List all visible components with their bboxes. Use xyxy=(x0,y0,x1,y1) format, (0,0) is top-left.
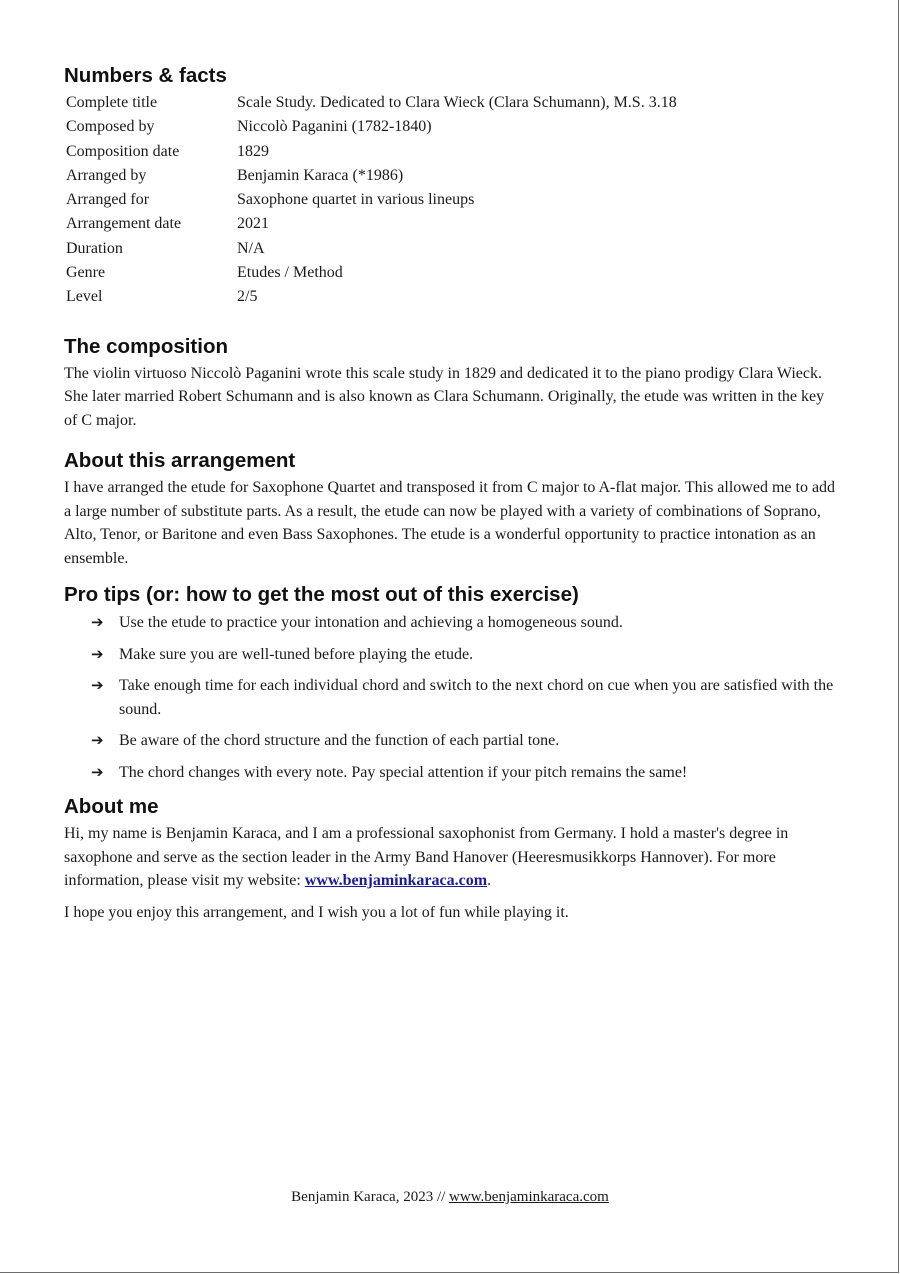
tip-item xyxy=(64,643,839,667)
fact-value: N/A xyxy=(237,239,265,257)
fact-key: Complete title xyxy=(66,94,158,111)
fact-value: 2021 xyxy=(237,215,269,233)
fact-key: Genre xyxy=(66,264,106,282)
fact-row xyxy=(66,212,677,236)
arrow-right-icon: ➔ xyxy=(91,644,104,663)
footer-text: Benjamin Karaca, 2023 // xyxy=(291,1189,450,1205)
fact-row xyxy=(66,115,677,139)
fact-key: Composed by xyxy=(66,118,155,136)
tips-list xyxy=(64,611,839,784)
about-heading: About me xyxy=(64,795,159,819)
fact-value: Benjamin Karaca (*1986) xyxy=(237,166,404,184)
arrangement-heading: About this arrangement xyxy=(64,449,296,473)
fact-key: Arranged for xyxy=(66,191,150,209)
tip-item xyxy=(64,729,839,753)
arrow-right-icon: ➔ xyxy=(91,762,104,781)
fact-row xyxy=(66,164,677,188)
tip-text: Take enough time for each individual chord and switch to the next chord on cue when you are satisfied with the sound. xyxy=(119,677,834,718)
tip-item xyxy=(64,611,839,635)
fact-key: Arrangement date xyxy=(66,215,182,233)
arrangement-text: I have arranged the etude for Saxophone Quartet and transposed it from C major to A-flat major. This allowed me to add a large number of substitute parts. As a result, the etude can now be played with a variety of combinations of Soprano, Alto, Tenor, or Baritone and even Bass Saxophones. The etude is a wonderful opportunity to practice intonation as an ensemble. xyxy=(64,479,836,567)
page-footer xyxy=(0,1187,900,1207)
tip-item xyxy=(64,761,839,785)
fact-row xyxy=(66,237,677,261)
facts-table xyxy=(66,91,677,310)
page-content xyxy=(64,61,839,924)
fact-key: Level xyxy=(66,288,103,306)
fact-value: 2/5 xyxy=(237,288,258,306)
about-text xyxy=(64,822,839,893)
tip-text: Use the etude to practice your intonation and achieving a homogeneous sound. xyxy=(119,614,623,632)
fact-value: Saxophone quartet in various lineups xyxy=(237,191,475,209)
fact-value: Scale Study. Dedicated to Clara Wieck (Clara Schumann), M.S. 3.18 xyxy=(237,94,677,111)
fact-key: Composition date xyxy=(66,142,180,160)
fact-value: 1829 xyxy=(237,142,269,160)
fact-row xyxy=(66,140,677,164)
tips-heading: Pro tips (or: how to get the most out of this exercise) xyxy=(64,583,579,607)
fact-key: Duration xyxy=(66,239,123,257)
facts-heading: Numbers & facts xyxy=(64,64,227,87)
fact-value: Niccolò Paganini (1782-1840) xyxy=(237,118,432,136)
fact-value: Etudes / Method xyxy=(237,264,343,282)
closing-text: I hope you enjoy this arrangement, and I wish you a lot of fun while playing it. xyxy=(64,903,569,921)
arrow-right-icon: ➔ xyxy=(91,731,104,750)
tip-text: Make sure you are well-tuned before playing the etude. xyxy=(119,645,474,663)
composition-text: The violin virtuoso Niccolò Paganini wrote this scale study in 1829 and dedicated it to the piano prodigy Clara Wieck. She later married Robert Schumann and is also known as Clara Schumann. Originally, the etude was written in the key of C major. xyxy=(64,364,825,429)
footer-website-link[interactable]: www.benjaminkaraca.com xyxy=(449,1189,609,1205)
tip-text: Be aware of the chord structure and the function of each partial tone. xyxy=(119,732,560,750)
fact-key: Arranged by xyxy=(66,166,147,184)
arrow-right-icon: ➔ xyxy=(91,613,104,632)
fact-row xyxy=(66,188,677,212)
about-text-intro: Hi, my name is Benjamin Karaca, and I am a professional saxophonist from Germany. I hold a master's degree in saxophone and serve as the section leader in the Army Band Hanover (Heeresmusikkorps Hannover). For more information, please visit my website: xyxy=(64,825,789,890)
tip-text: The chord changes with every note. Pay special attention if your pitch remains the same! xyxy=(119,763,688,781)
about-text-end: . xyxy=(487,872,492,890)
composition-heading: The composition xyxy=(64,334,228,358)
arrow-right-icon: ➔ xyxy=(91,676,104,695)
fact-row xyxy=(66,91,677,115)
website-link[interactable]: www.benjaminkaraca.com xyxy=(304,872,488,890)
fact-row xyxy=(66,261,677,285)
tip-item xyxy=(64,674,839,721)
fact-row xyxy=(66,285,677,309)
